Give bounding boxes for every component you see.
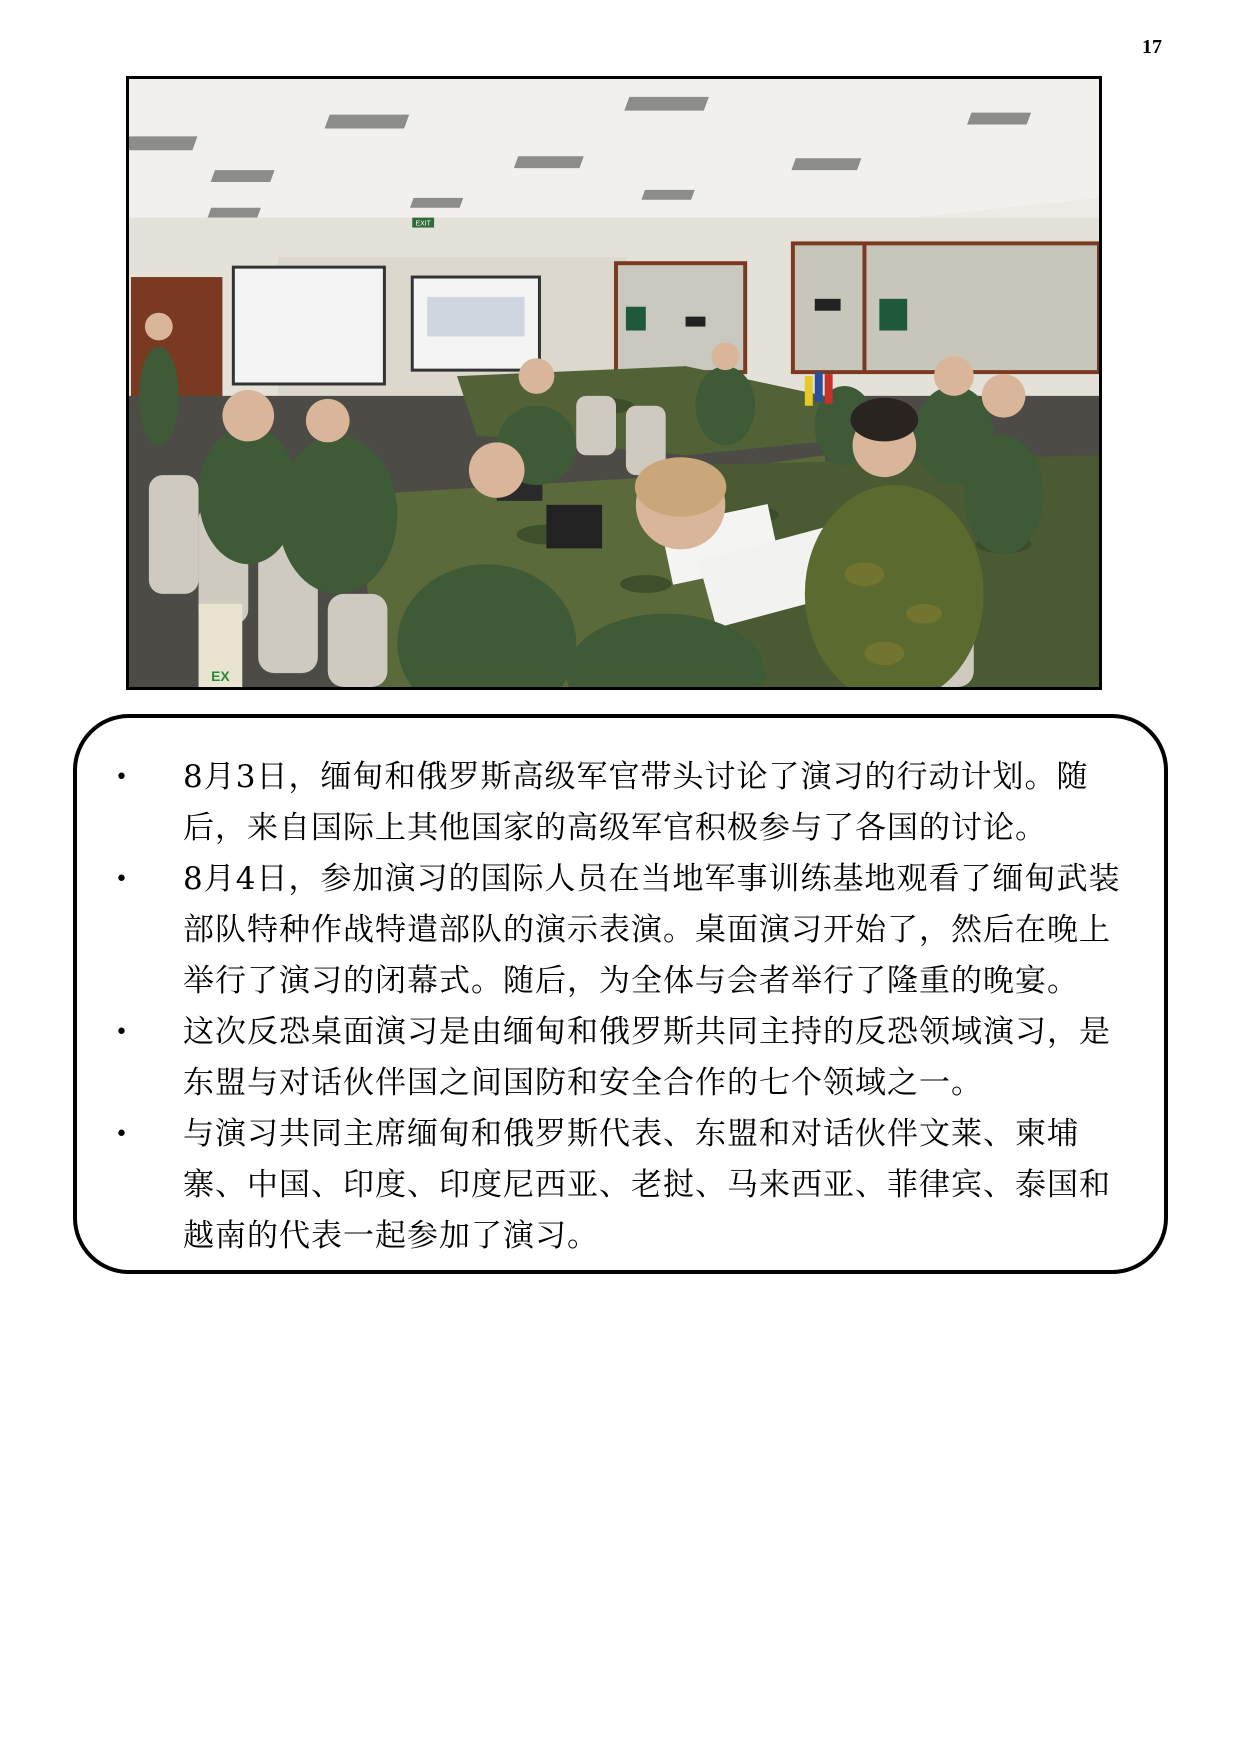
meeting-photo: [126, 76, 1102, 690]
text-box: [73, 714, 1168, 1274]
page-number: 17: [1142, 36, 1162, 58]
bullet-item: • 这次反恐桌面演习是由缅甸和俄罗斯共同主持的反恐领域演习，是东盟与对话伙伴国之间国防和安全合作的七个领域之一。: [115, 1007, 1130, 1109]
bullet-item: • 与演习共同主席缅甸和俄罗斯代表、东盟和对话伙伴文莱、柬埔寨、中国、印度、印度尼西亚、老挝、马来西亚、菲律宾、泰国和越南的代表一起参加了演习。: [115, 1109, 1130, 1262]
bullet-list: [115, 752, 1130, 1262]
bag-text: EX: [211, 668, 230, 685]
bullet-item: • 8月3日，缅甸和俄罗斯高级军官带头讨论了演习的行动计划。随后，来自国际上其他国家的高级军官积极参与了各国的讨论。: [115, 752, 1130, 854]
bullet-item: • 8月4日，参加演习的国际人员在当地军事训练基地观看了缅甸武装部队特种作战特遣部队的演示表演。桌面演习开始了，然后在晚上举行了演习的闭幕式。随后，为全体与会者举行了隆重的晚宴。: [115, 854, 1130, 1007]
exit-sign-text: EXIT: [415, 220, 431, 228]
